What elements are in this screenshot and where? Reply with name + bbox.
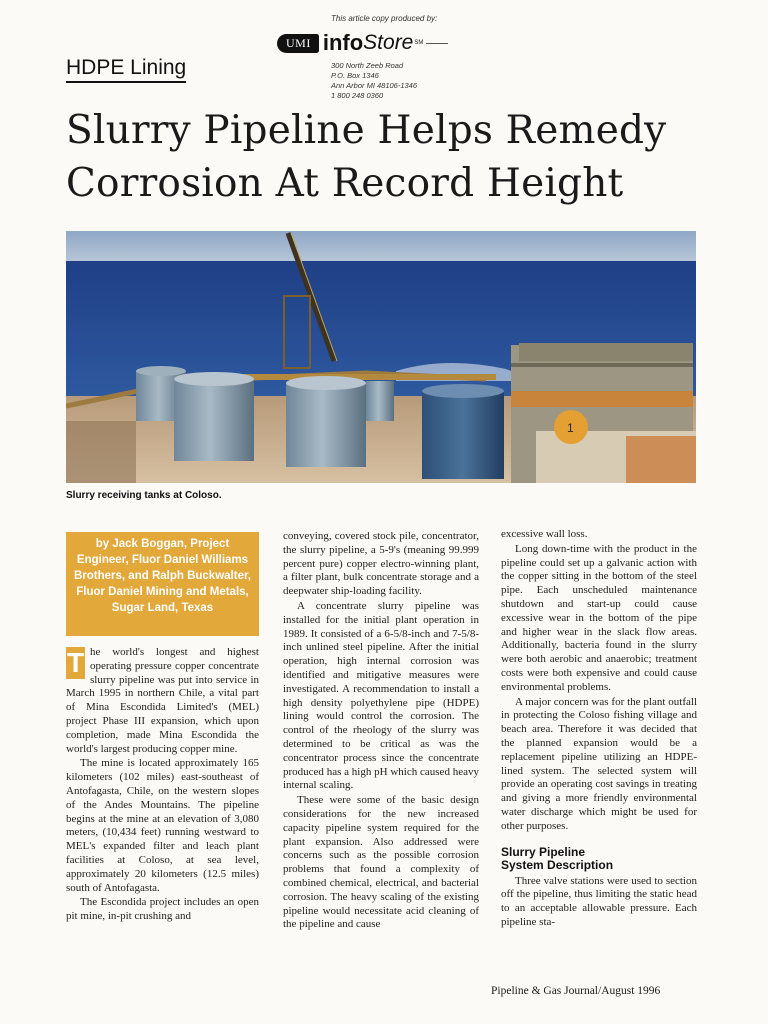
journal-footer: Pipeline & Gas Journal/August 1996: [491, 985, 661, 997]
logo-rule: [426, 43, 448, 44]
logo-info-text: info: [322, 30, 364, 55]
produced-by-note: This article copy produced by:: [331, 14, 438, 23]
paragraph: These were some of the basic design considerations for the new increased capacity pipeline system required for the plant expansion. Also addressed were concerns such as the possible corrosion problems that found a complexity of combined chemical, electrical, and bacterial corrosion. The heavy scaling of the existing pipeline would necessitate acid cleaning of the pipeline and cause: [283, 794, 479, 931]
logo-store-text: Store: [363, 31, 414, 54]
paragraph: A concentrate slurry pipeline was installed for the initial plant operation in 1989. It consisted of a 6-5/8-inch and 7-5/8-inch unlined steel pipeline. After the initial operation, high internal corrosion was identified and mitigative measures were investigated. A recommendation to install a high density polyethylene pipe (HDPE) lining would control the corrosion. The control of the rheology of the slurry was determined to be critical as was the concentrator process since the concentrate produced has a high pH which caused heavy internal scaling.: [283, 599, 479, 792]
paragraph: The mine is located approximately 165 kilometers (102 miles) east-southeast of Antofagasta, Chile, on the western slopes of the Andes Mountains. The pipeline begins at the mine at an elevation of 3,080 meters, (10,434 feet) running westward to MEL's expanded filter and leach plant facilities at Coloso, at sea level, approximately 20 kilometers (12.5 miles) south of Antofagasta.: [66, 757, 259, 894]
paragraph: Long down-time with the product in the pipeline could set up a galvanic action with the copper sitting in the bottom of the steel pipe. Each unscheduled maintenance shutdown and start-up could cause excessive wear in the bottom of the pipe and higher wear in the slack flow areas. Additionally, bacteria found in the slurry were both aerobic and anaerobic; treatment costs were both expensive and could cause environmental problems.: [501, 542, 697, 693]
article-title: [66, 104, 716, 210]
umi-badge: UMI: [277, 34, 319, 53]
body-column-2: [283, 530, 479, 933]
body-column-1: [66, 646, 259, 925]
paragraph: Three valve stations were used to section off the pipeline, thus limiting the static head to an acceptable allowable pressure. Each pipeline sta-: [501, 874, 697, 928]
section-subheading: [501, 846, 697, 872]
infostore-logo: [277, 30, 448, 56]
paragraph: excessive wall loss.: [501, 528, 588, 540]
drop-cap: T: [66, 647, 85, 678]
section-label: HDPE Lining: [66, 56, 186, 83]
logo-servicemark: SM: [414, 40, 424, 46]
author-byline: by Jack Boggan, Project Engineer, Fluor Daniel Williams Brothers, and Ralph Buckwalter, Fluor Daniel Mining and Metals, Sugar Land, Texas: [66, 532, 259, 636]
coloso-tanks-photo: [66, 231, 696, 483]
paragraph: [66, 646, 259, 756]
address-line: P.O. Box 1346: [331, 71, 379, 80]
title-line: Corrosion At Record Height: [66, 161, 624, 206]
address-line: Ann Arbor MI 48106-1346: [331, 81, 418, 90]
photo-caption: Slurry receiving tanks at Coloso.: [66, 490, 222, 501]
body-column-3: [501, 528, 697, 931]
tank-number-label: 1: [567, 421, 574, 435]
title-line: Slurry Pipeline Helps Remedy: [66, 108, 667, 153]
subheading-line: System Description: [501, 857, 614, 872]
paragraph-text: he world's longest and highest operating pressure copper concentrate slurry pipeline was put into service in March 1995 in northern Chile, a vital part of Mina Escondida Limited's (MEL) project Phase III expansion, which upon completion, made Mina Escondida the world's largest producing copper mine.: [66, 646, 259, 755]
paragraph: conveying, covered stock pile, concentrator, the slurry pipeline, a 5-9's (meaning 99.999 percent pure) copper electro-winning plant, a filter plant, bulk concentrate storage and a deepwater ship-loading facility.: [283, 530, 479, 598]
subheading-line: Slurry Pipeline: [501, 844, 586, 859]
publisher-address: [331, 61, 417, 101]
paragraph: The Escondida project includes an open pit mine, in-pit crushing and: [66, 896, 259, 923]
address-phone: 1 800 248 0360: [331, 91, 384, 100]
paragraph: A major concern was for the plant outfall in protecting the Coloso fishing village and beach area. Therefore it was decided that the planned expansion would be a replacement pipeline utilizing an HDPE-lined system. The selected system will provide an operating cost savings in treating and giving a more friendly environmental water discharge which might be used for other purposes.: [501, 695, 697, 832]
address-line: 300 North Zeeb Road: [331, 61, 404, 70]
